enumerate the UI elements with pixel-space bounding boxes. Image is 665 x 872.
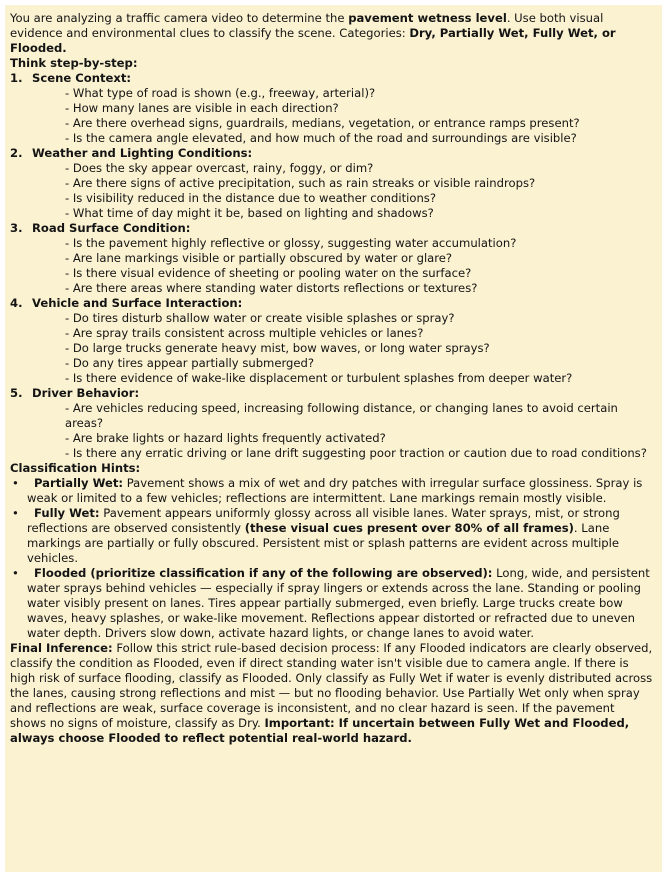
intro-bold-categories: Dry, Partially Wet, Fully Wet, or Flooded. xyxy=(10,26,616,55)
question-line: - What type of road is shown (e.g., freeway, arterial)? xyxy=(65,86,376,100)
bullet-icon: • xyxy=(12,476,19,490)
question-line: - Is there visual evidence of sheeting or pooling water on the surface? xyxy=(65,266,472,280)
question-line: - What time of day might it be, based on lighting and shadows? xyxy=(65,206,434,220)
question-line: - Are vehicles reducing speed, increasing following distance, or changing lanes to avoid certain areas? xyxy=(65,401,618,430)
intro-text-2: . Use both visual evidence and environmental clues to classify the scene. Categories: xyxy=(10,11,604,40)
hint-label: Partially Wet: xyxy=(34,476,124,490)
section-title: Scene Context: xyxy=(32,71,132,85)
section-heading-weather-lighting xyxy=(10,146,654,161)
section-title: Road Surface Condition: xyxy=(32,221,191,235)
question-line: - Are brake lights or hazard lights frequently activated? xyxy=(65,431,386,445)
intro-bold-wetness-level: pavement wetness level xyxy=(348,11,507,25)
question-line: - Are lane markings visible or partially obscured by water or glare? xyxy=(65,251,453,265)
hint-body: . Lane markings are partially or fully obscured. Persistent mist or splash patterns are evident across multiple vehicles. xyxy=(27,521,620,565)
hint-body: Pavement shows a mix of wet and dry patches with irregular surface glossiness. Spray is weak or limited to a few vehicles; reflections are intermittent. Lane markings remain mostly visible. xyxy=(27,476,643,505)
question-line: - Is the pavement highly reflective or glossy, suggesting water accumulation? xyxy=(65,236,517,250)
intro-paragraph xyxy=(10,11,654,56)
section-title: Weather and Lighting Conditions: xyxy=(32,146,253,160)
hint-partially-wet xyxy=(10,476,654,506)
question-line: - Is visibility reduced in the distance due to weather conditions? xyxy=(65,191,436,205)
question-line: - How many lanes are visible in each direction? xyxy=(65,101,339,115)
prompt-panel xyxy=(5,5,662,872)
hint-list xyxy=(10,476,654,641)
question-line: - Are there areas where standing water distorts reflections or textures? xyxy=(65,281,478,295)
hint-bold-80-percent: (these visual cues present over 80% of all frames) xyxy=(244,521,574,535)
question-line: - Does the sky appear overcast, rainy, foggy, or dim? xyxy=(65,161,374,175)
section-title: Driver Behavior: xyxy=(32,386,140,400)
final-inference-label: Final Inference: xyxy=(10,641,113,655)
section-heading-driver-behavior xyxy=(10,386,654,401)
question-line: - Do tires disturb shallow water or create visible splashes or spray? xyxy=(65,311,455,325)
hint-body: Pavement appears uniformly glossy across all visible lanes. Water sprays, mist, or strong reflections are observed consistently xyxy=(27,506,620,535)
think-step-heading: Think step-by-step: xyxy=(10,56,138,70)
section-number: 3. xyxy=(10,221,23,235)
section-number: 4. xyxy=(10,296,23,310)
hint-body: Long, wide, and persistent water sprays behind vehicles — especially if spray lingers or extends across the lane. Standing or pooling water visibly present on lanes. Tires appear partially submerged, even briefly. Large trucks create bow waves, heavy splashes, or wake-like movement. Reflections appear distorted or refracted due to uneven water depth. Drivers slow down, activate hazard lights, or change lanes to avoid water. xyxy=(27,566,650,640)
classification-hints-heading: Classification Hints: xyxy=(10,461,141,475)
bullet-icon: • xyxy=(12,506,19,520)
section-heading-road-surface xyxy=(10,221,654,236)
question-line: - Do any tires appear partially submerged? xyxy=(65,356,315,370)
question-line: - Is there any erratic driving or lane drift suggesting poor traction or caution due to road conditions? xyxy=(65,446,647,460)
intro-text-1: You are analyzing a traffic camera video to determine the xyxy=(10,11,349,25)
question-line: - Is there evidence of wake-like displacement or turbulent splashes from deeper water? xyxy=(65,371,573,385)
final-inference-body: Follow this strict rule-based decision process: If any Flooded indicators are clearly observed, classify the condition as Flooded, even if direct standing water isn't visible due to camera angle. If there is high risk of surface flooding, classify as Flooded. Only classify as Fully Wet if water is evenly distributed across the lanes, causing strong reflections and mist — but no flooding behavior. Use Partially Wet only when spray and reflections are weak, surface coverage is inconsistent, and no clear hazard is seen. If the pavement shows no signs of moisture, classify as Dry. xyxy=(10,641,653,730)
question-line: - Are there signs of active precipitation, such as rain streaks or visible raindrops? xyxy=(65,176,536,190)
step-list xyxy=(10,71,654,461)
bullet-icon: • xyxy=(12,566,19,580)
final-inference-paragraph xyxy=(10,641,654,746)
section-title: Vehicle and Surface Interaction: xyxy=(32,296,243,310)
final-inference-important: Important: If uncertain between Fully Wet and Flooded, always choose Flooded to reflect potential real-world hazard. xyxy=(10,716,630,745)
section-heading-scene-context xyxy=(10,71,654,86)
hint-fully-wet xyxy=(10,506,654,566)
hint-label: Flooded (prioritize classification if any of the following are observed): xyxy=(34,566,493,580)
hint-flooded xyxy=(10,566,654,641)
section-number: 1. xyxy=(10,71,23,85)
question-line: - Are spray trails consistent across multiple vehicles or lanes? xyxy=(65,326,424,340)
section-heading-vehicle-surface xyxy=(10,296,654,311)
question-line: - Is the camera angle elevated, and how much of the road and surroundings are visible? xyxy=(65,131,577,145)
section-number: 2. xyxy=(10,146,23,160)
section-number: 5. xyxy=(10,386,23,400)
question-line: - Are there overhead signs, guardrails, medians, vegetation, or entrance ramps present? xyxy=(65,116,580,130)
question-line: - Do large trucks generate heavy mist, bow waves, or long water sprays? xyxy=(65,341,490,355)
hint-label: Fully Wet: xyxy=(34,506,100,520)
